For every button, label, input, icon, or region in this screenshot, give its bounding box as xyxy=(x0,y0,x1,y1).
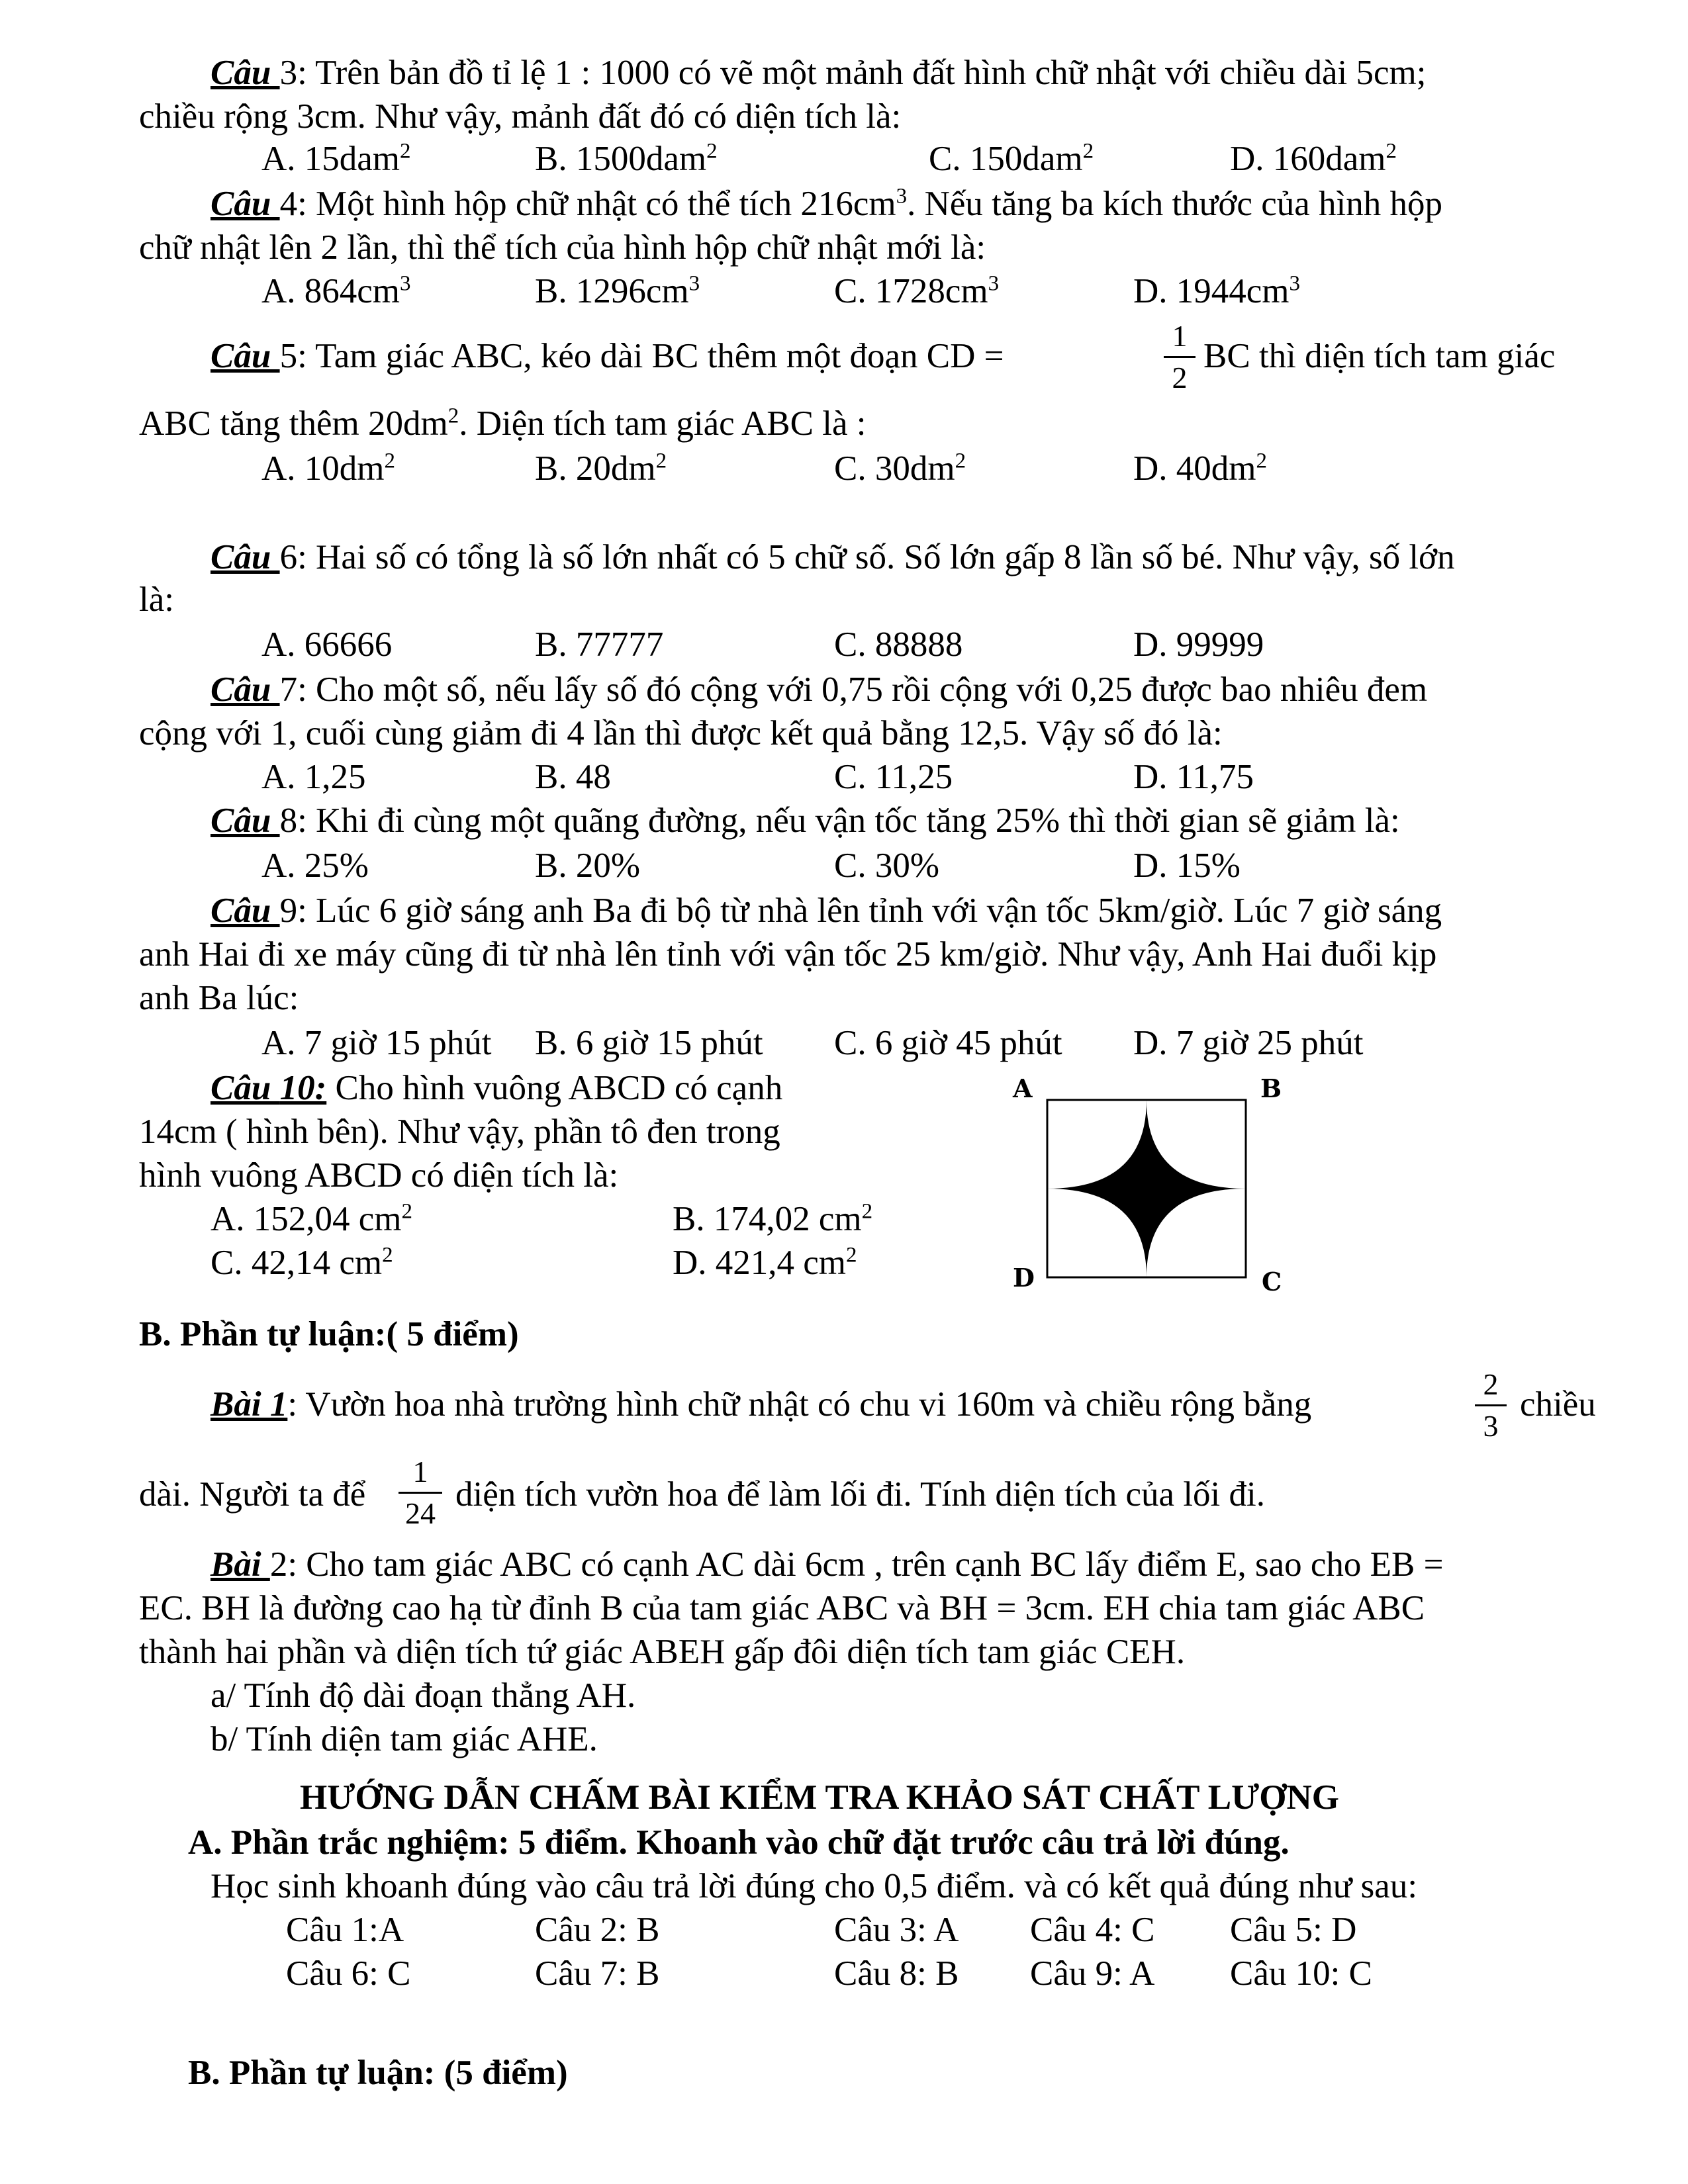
q6-option-b: B. 77777 xyxy=(535,625,664,664)
guide-part-b: B. Phần tự luận: (5 điểm) xyxy=(188,2054,568,2092)
vertex-c-label: C xyxy=(1262,1267,1282,1297)
q5-option-c: C. $30dm^2$ xyxy=(834,449,966,488)
vertex-b-label: B xyxy=(1260,1073,1282,1103)
q7-option-a: A. 1,25 xyxy=(261,758,366,796)
question-9: Câu 9: Lúc 6 giờ sáng anh Ba đi bộ từ nhà lên tỉnh với vận tốc 5km/giờ. Lúc 7 giờ sáng xyxy=(211,891,1442,930)
question-7: Câu 7: Cho một số, nếu lấy số đó cộng với 0,75 rồi cộng với 0,25 được bao nhiêu đem xyxy=(211,670,1428,709)
q8-option-b: B. 20% xyxy=(535,846,640,885)
square-abcd-figure xyxy=(993,1072,1284,1297)
guide-part-a: A. Phần trắc nghiệm: 5 điểm. Khoanh vào chữ đặt trước câu trả lời đúng. xyxy=(188,1823,1289,1862)
q8-option-d: D. 15% xyxy=(1133,846,1241,885)
bai-2-line2: EC. BH là đường cao hạ từ đỉnh B của tam giác ABC và BH = 3cm. EH chia tam giác ABC xyxy=(139,1589,1425,1627)
vertex-d-label: D xyxy=(1013,1263,1035,1293)
question-4-line2: chữ nhật lên 2 lần, thì thể tích của hình hộp chữ nhật mới là: xyxy=(139,228,986,267)
bai-label: Bài xyxy=(211,1545,270,1584)
q6-option-c: C. 88888 xyxy=(834,625,963,664)
q5-option-d: D. $40dm^2$ xyxy=(1133,449,1267,488)
bai-2-line3: thành hai phần và diện tích tứ giác ABEH gấp đôi diện tích tam giác CEH. xyxy=(139,1633,1186,1671)
bai-1-line2a: dài. Người ta để xyxy=(139,1475,366,1514)
question-5: Câu 5: Tam giác ABC, kéo dài BC thêm một đoạn CD = xyxy=(211,337,1004,375)
q5-option-a: A. $10dm^2$ xyxy=(261,449,395,488)
q5-option-b: B. $20dm^2$ xyxy=(535,449,667,488)
question-label: Câu xyxy=(211,670,280,709)
question-10: Câu 10: Cho hình vuông ABCD có cạnh xyxy=(211,1069,783,1107)
shaded-star-region xyxy=(1047,1100,1246,1277)
q3-option-d: D. 160dam$^2$ xyxy=(1230,139,1397,178)
answer-3: Câu 3: A xyxy=(834,1911,959,1949)
answer-10: Câu 10: C xyxy=(1230,1954,1372,1993)
question-number: 10: xyxy=(279,1069,327,1107)
square-diagram xyxy=(993,1072,1284,1297)
q3-option-a: A. 15dam$^2$ xyxy=(261,139,411,178)
bai-2-part-b: b/ Tính diện tam giác AHE. xyxy=(211,1720,598,1758)
bai-1: Bài 1: Vườn hoa nhà trường hình chữ nhật có chu vi 160m và chiều rộng bằng xyxy=(211,1385,1312,1424)
answer-7: Câu 7: B xyxy=(535,1954,660,1993)
answer-6: Câu 6: C xyxy=(286,1954,411,1993)
question-3-line2: chiều rộng 3cm. Như vậy, mảnh đất đó có diện tích là: xyxy=(139,97,902,136)
q9-option-a: A. 7 giờ 15 phút xyxy=(261,1024,492,1062)
bai-label: Bài 1 xyxy=(211,1385,288,1424)
q7-option-c: C. 11,25 xyxy=(834,758,953,796)
bai-1-line2b: diện tích vườn hoa để làm lối đi. Tính diện tích của lối đi. xyxy=(455,1475,1266,1514)
q8-option-a: A. 25% xyxy=(261,846,369,885)
q3-option-b: B. 1500dam$^2$ xyxy=(535,139,718,178)
bai1-fraction: 2 3 xyxy=(1471,1366,1511,1445)
question-5-tail: BC thì diện tích tam giác xyxy=(1203,337,1556,375)
part-b-title: B. Phần tự luận:( 5 điểm) xyxy=(139,1315,519,1353)
question-label: Câu xyxy=(211,1069,280,1107)
question-label: Câu xyxy=(211,337,280,375)
answer-1: Câu 1:A xyxy=(286,1911,404,1949)
q8-option-c: C. 30% xyxy=(834,846,939,885)
question-label: Câu xyxy=(211,54,280,92)
bai1-fraction-2: 1 24 xyxy=(395,1453,446,1532)
question-10-line2: 14cm ( hình bên). Như vậy, phần tô đen trong xyxy=(139,1113,780,1151)
q4-option-c: C. $1728cm^3$ xyxy=(834,271,1000,310)
question-9-line3: anh Ba lúc: xyxy=(139,979,299,1017)
question-5-line2: ABC tăng thêm $20dm^2$. Diện tích tam giác ABC là : xyxy=(139,404,867,443)
answer-8: Câu 8: B xyxy=(834,1954,959,1993)
question-8: Câu 8: Khi đi cùng một quãng đường, nếu vận tốc tăng 25% thì thời gian sẽ giảm là: xyxy=(211,801,1400,840)
question-label: Câu xyxy=(211,538,280,576)
bai-2: Bài 2: Cho tam giác ABC có cạnh AC dài 6cm , trên cạnh BC lấy điểm E, sao cho EB = xyxy=(211,1545,1444,1584)
question-6: Câu 6: Hai số có tổng là số lớn nhất có 5 chữ số. Số lớn gấp 8 lần số bé. Như vậy, số lớn xyxy=(211,538,1455,576)
bai-2-part-a: a/ Tính độ dài đoạn thẳng AH. xyxy=(211,1676,636,1715)
question-4: Câu 4: Một hình hộp chữ nhật có thể tích $216cm^3$. Nếu tăng ba kích thước của hình hộp xyxy=(211,184,1442,223)
question-label: Câu xyxy=(211,801,280,840)
question-label: Câu xyxy=(211,185,280,223)
q6-option-d: D. 99999 xyxy=(1133,625,1264,664)
q5-fraction: 1 2 xyxy=(1160,318,1199,396)
q7-option-d: D. 11,75 xyxy=(1133,758,1254,796)
question-6-line2: là: xyxy=(139,580,174,619)
question-7-line2: cộng với 1, cuối cùng giảm đi 4 lần thì được kết quả bằng 12,5. Vậy số đó là: xyxy=(139,714,1223,752)
q4-option-d: D. $1944cm^3$ xyxy=(1133,271,1301,310)
q10-option-c: C. 42,14 $cm^2$ xyxy=(211,1243,393,1282)
q4-option-a: A. $864cm^3$ xyxy=(261,271,411,310)
q9-option-d: D. 7 giờ 25 phút xyxy=(1133,1024,1364,1062)
q7-option-b: B. 48 xyxy=(535,758,611,796)
bai-1-tail: chiều xyxy=(1520,1385,1596,1424)
vertex-a-label: A xyxy=(1013,1073,1033,1103)
q10-option-d: D. 421,4 $cm^2$ xyxy=(673,1243,857,1282)
q3-option-c: C. 150dam$^2$ xyxy=(929,139,1094,178)
q10-option-a: A. 152,04 $cm^2$ xyxy=(211,1199,413,1238)
question-3 xyxy=(211,52,1426,94)
q10-option-b: B. 174,02 $cm^2$ xyxy=(673,1199,873,1238)
answer-9: Câu 9: A xyxy=(1030,1954,1155,1993)
answer-4: Câu 4: C xyxy=(1030,1911,1155,1949)
question-9-line2: anh Hai đi xe máy cũng đi từ nhà lên tỉnh với vận tốc 25 km/giờ. Như vậy, Anh Hai đuổi kịp xyxy=(139,935,1437,974)
question-10-line3: hình vuông ABCD có diện tích là: xyxy=(139,1156,619,1195)
question-text: 3: Trên bản đồ tỉ lệ 1 : 1000 có vẽ một mảnh đất hình chữ nhật với chiều dài 5cm; xyxy=(279,54,1427,92)
answer-2: Câu 2: B xyxy=(535,1911,660,1949)
question-label: Câu xyxy=(211,891,280,930)
q9-option-c: C. 6 giờ 45 phút xyxy=(834,1024,1062,1062)
guide-note: Học sinh khoanh đúng vào câu trả lời đúng cho 0,5 điểm. và có kết quả đúng như sau: xyxy=(211,1867,1418,1905)
guide-title: HƯỚNG DẪN CHẤM BÀI KIỂM TRA KHẢO SÁT CHẤT LƯỢNG xyxy=(300,1778,1340,1817)
q4-option-b: B. $1296cm^3$ xyxy=(535,271,700,310)
answer-5: Câu 5: D xyxy=(1230,1911,1357,1949)
q9-option-b: B. 6 giờ 15 phút xyxy=(535,1024,763,1062)
q6-option-a: A. 66666 xyxy=(261,625,393,664)
